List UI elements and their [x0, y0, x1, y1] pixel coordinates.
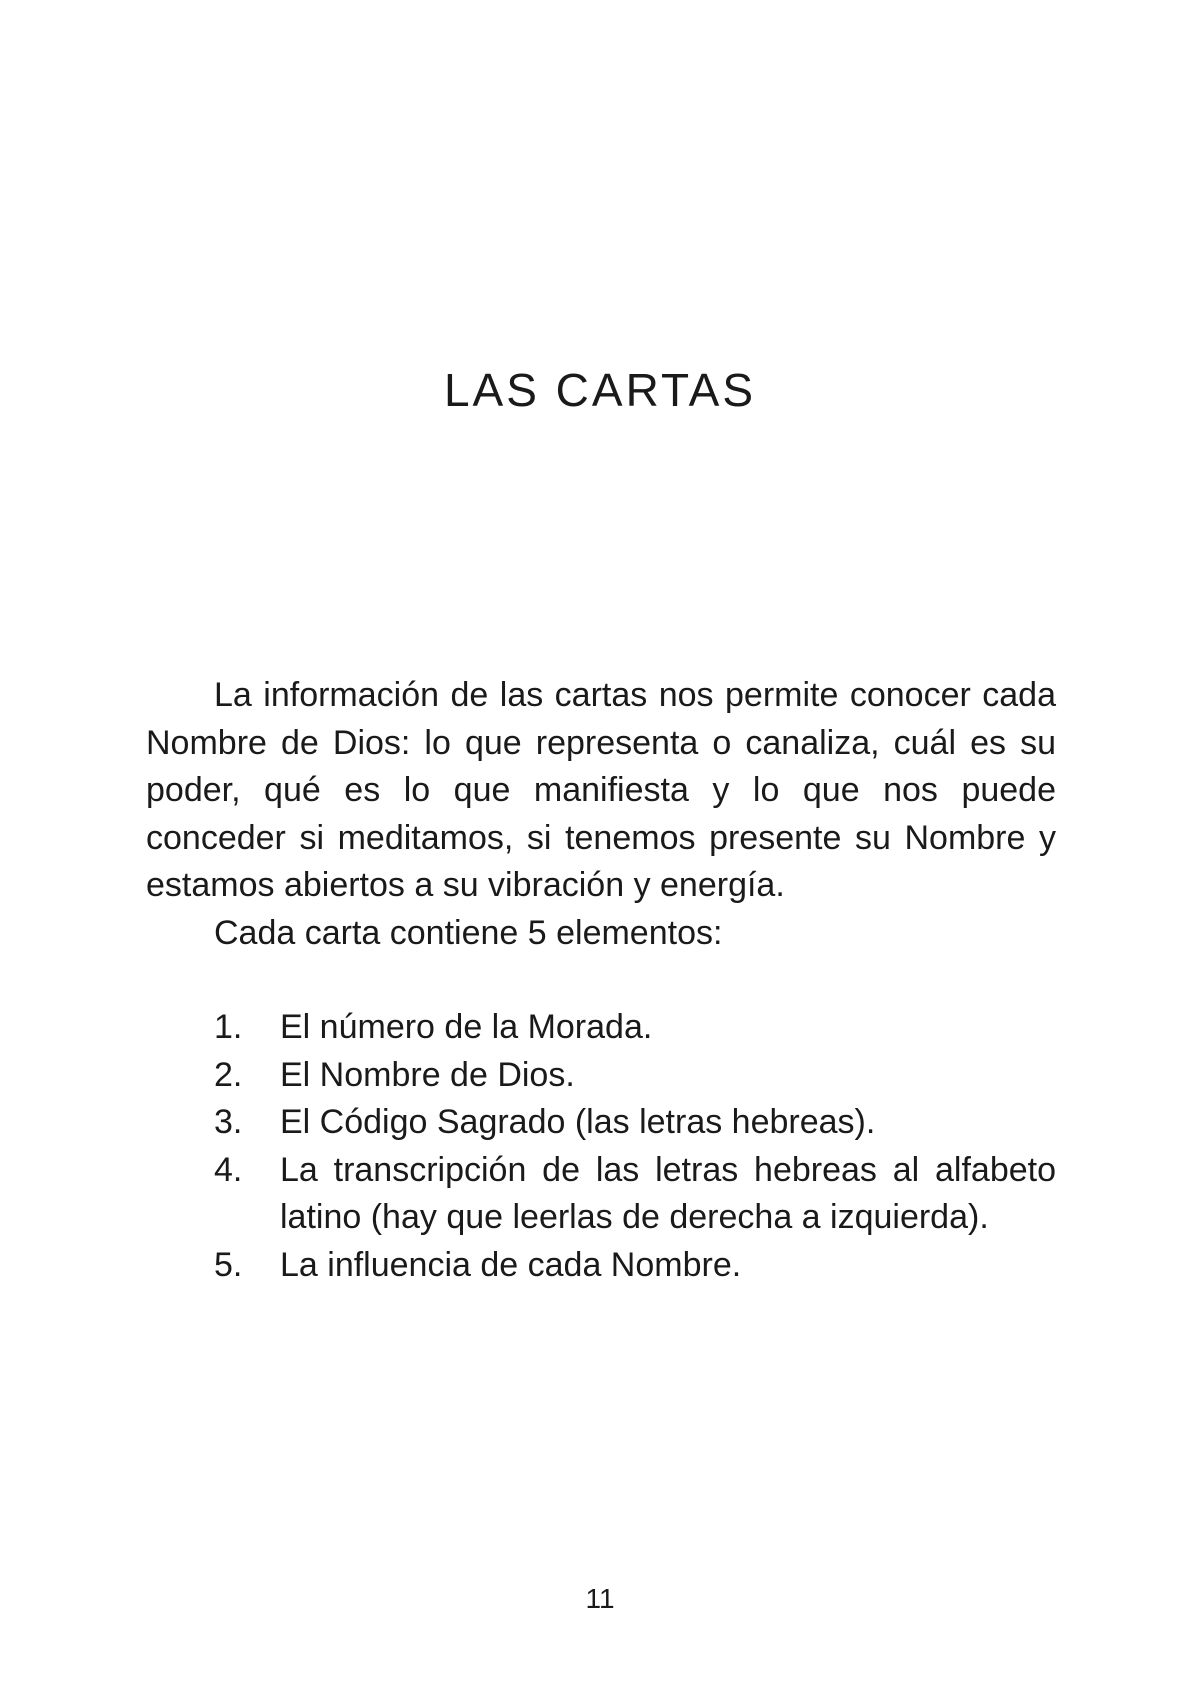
list-item-text: El Nombre de Dios.	[280, 1055, 575, 1094]
list-item	[146, 1147, 1056, 1242]
list-item	[146, 1099, 1056, 1147]
list-intro: Cada carta contiene 5 elementos:	[214, 913, 723, 952]
list-item-text: El Código Sagrado (las letras hebreas).	[280, 1103, 876, 1141]
list-item	[146, 1052, 1056, 1100]
list-item-text: La transcripción de las letras hebreas al alfabeto latino (hay que leerlas de derecha a izquierda).	[280, 1150, 1056, 1236]
list-item-number: 3.	[214, 1103, 243, 1141]
list-item-text: El número de la Morada.	[280, 1008, 653, 1046]
page-number: 11	[585, 1583, 615, 1614]
list-item-number: 1.	[214, 1008, 243, 1046]
list-item-text: La influencia de cada Nombre.	[280, 1245, 742, 1284]
list-item-number: 5.	[214, 1245, 243, 1284]
list-item-number: 2.	[214, 1055, 243, 1094]
list-item	[146, 1004, 1056, 1052]
list-item-number: 4.	[214, 1150, 243, 1189]
page-title: LAS CARTAS	[443, 364, 757, 416]
intro-paragraph: La información de las cartas nos permite conocer cada Nombre de Dios: lo que representa o canaliza, cuál es su poder, qué es lo que manifiesta y lo que nos puede conceder si meditamos, si tenemos presente su Nombre y estamos abiertos a su vibración y energía.	[146, 676, 1056, 904]
body-text	[146, 672, 1056, 1289]
list-item	[146, 1242, 1056, 1290]
elements-list	[146, 1004, 1056, 1289]
